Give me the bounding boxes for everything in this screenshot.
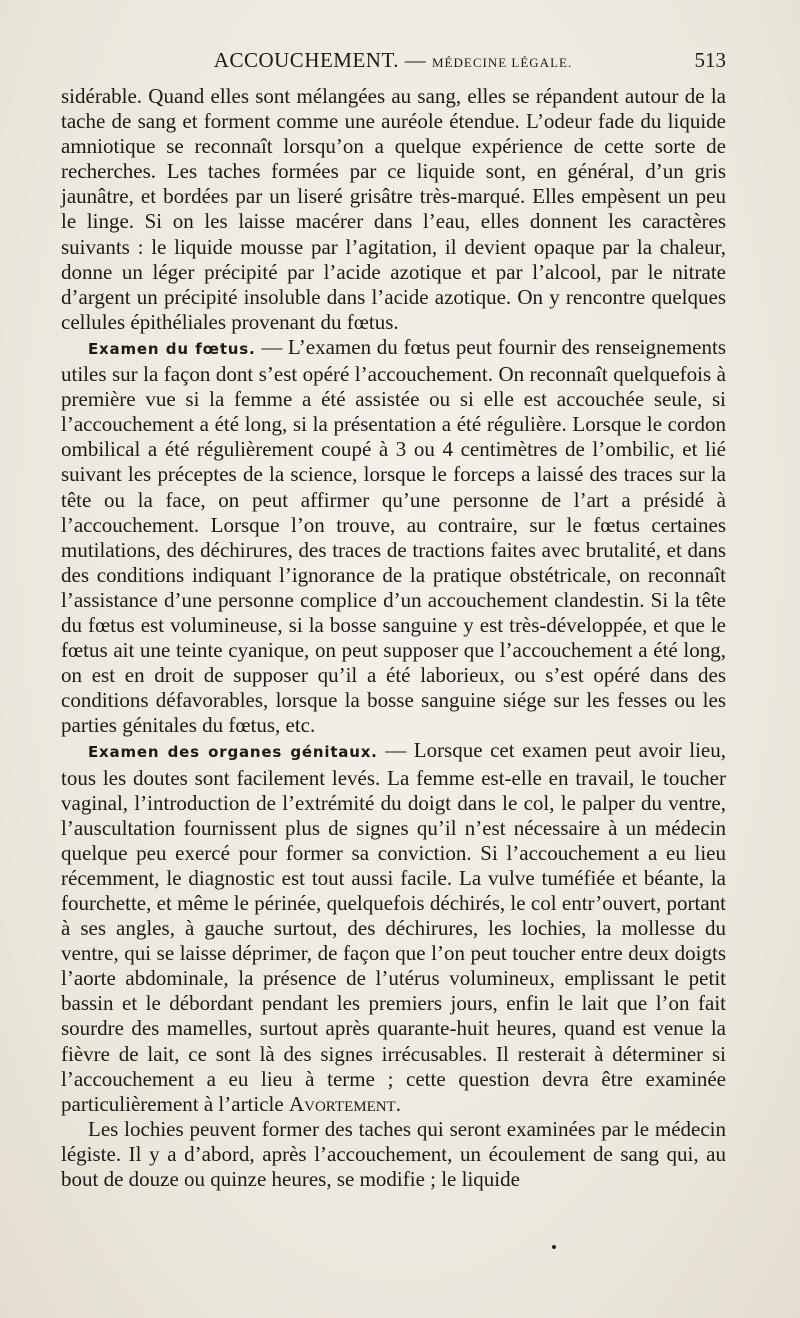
cross-reference-avortement: Avortement bbox=[288, 1091, 396, 1116]
page-number: 513 bbox=[694, 48, 726, 72]
page-body bbox=[61, 84, 726, 1192]
header-title-main: ACCOUCHEMENT. bbox=[213, 48, 399, 72]
section-heading-genital: Examen des organes génitaux. bbox=[88, 743, 378, 762]
paragraph-fetus-text: — L’examen du fœtus peut fournir des renseignements utiles sur la façon dont s’est opéré l’accouchement. On reconnaît quelquefois à première vue si la femme a été assistée ou si elle est accouchée seule, si l’accouchement a été long, si la présentation a été régulière. Lorsque le cordon ombilical a été régulièrement coupé à 3 ou 4 centimètres de l’ombilic, et lié suivant les préceptes de la science, lorsque le forceps a laissé des traces sur la tête ou la face, on peut affirmer qu’une personne de l’art a présidé à l’accouchement. Lorsque l’on trouve, au contraire, sur le fœtus certaines mutilations, des déchirures, des traces de tractions faites avec brutalité, et dans des conditions indiquant l’ignorance de la pratique obstétricale, on reconnaît l’assistance d’une personne complice d’un accouchement clandestin. Si la tête du fœtus est volumineuse, si la bosse sanguine y est très-développée, et que le fœtus ait une teinte cyanique, on peut supposer que l’accouchement a été long, on est en droit de supposer qu’il a été laborieux, ou s’est opéré dans des conditions défavorables, lorsque la bosse sanguine siége sur les fesses ou les parties génitales du fœtus, etc. bbox=[61, 334, 726, 738]
header-title-sub: MÉDECINE LÉGALE. bbox=[432, 55, 573, 70]
header-title bbox=[60, 48, 726, 73]
ink-speck bbox=[552, 1245, 556, 1249]
header-title-dash: — bbox=[399, 48, 432, 72]
paragraph-genital-text: — Lorsque cet examen peut avoir lieu, tous les doutes sont facilement levés. La femme est-elle en travail, le toucher vaginal, l’introduction de l’extrémité du doigt dans le col, le palper du ventre, l’auscultation fournissent plus de signes qu’il n’est nécessaire à un médecin quelque peu exercé pour former sa conviction. Si l’accouchement a eu lieu récemment, le diagnostic est tout aussi facile. La vulve tuméfiée et béante, la fourchette, et même le périnée, quelquefois déchirés, le col entr’ouvert, portant à ses angles, à gauche surtout, des déchirures, les lochies, la mollesse du ventre, qui se laisse déprimer, de façon que l’on peut toucher entre deux doigts l’aorte abdominale, la présence de l’utérus volumineux, emplissant le petit bassin et le débordant pendant les premiers jours, enfin le lait que l’on fait sourdre des mamelles, surtout après quarante-huit heures, quand est venue la fièvre de lait, ce sont là des signes irrécusables. Il resterait à déterminer si l’accouchement a eu lieu à terme ; cette question devra être examinée particulièrement à l’article bbox=[61, 738, 726, 1116]
paragraph-lochia: Les lochies peuvent former des taches qui seront examinées par le médecin légiste. Il y a d’abord, après l’accouchement, un écoulement de sang qui, au bout de douze ou quinze heures, se modifie ; le liquide bbox=[61, 1116, 726, 1192]
paragraph-amniotic-stains: sidérable. Quand elles sont mélangées au sang, elles se répandent autour de la tache de sang et forment comme une auréole étendue. L’odeur fade du liquide amniotique se reconnaît lorsqu’on a quelque expérience de cette sorte de recherches. Les taches formées par ce liquide sont, en général, d’un gris jaunâtre, et bordées par un liseré grisâtre très-marqué. Elles empèsent un peu le linge. Si on les laisse macérer dans l’eau, elles donnent les caractères suivants : le liquide mousse par l’agitation, il devient opaque par la chaleur, donne un léger précipité par l’acide azotique et par l’alcool, par le nitrate d’argent un précipité insoluble dans l’acide azotique. On y rencontre quelques cellules épithéliales provenant du fœtus. bbox=[61, 84, 726, 334]
running-header bbox=[60, 48, 726, 74]
paragraph-genital-end: . bbox=[395, 1091, 401, 1116]
paragraph-genital-examination bbox=[61, 738, 726, 1116]
section-heading-fetus: Examen du fœtus. bbox=[88, 339, 256, 358]
paragraph-fetus-examination bbox=[61, 335, 726, 739]
